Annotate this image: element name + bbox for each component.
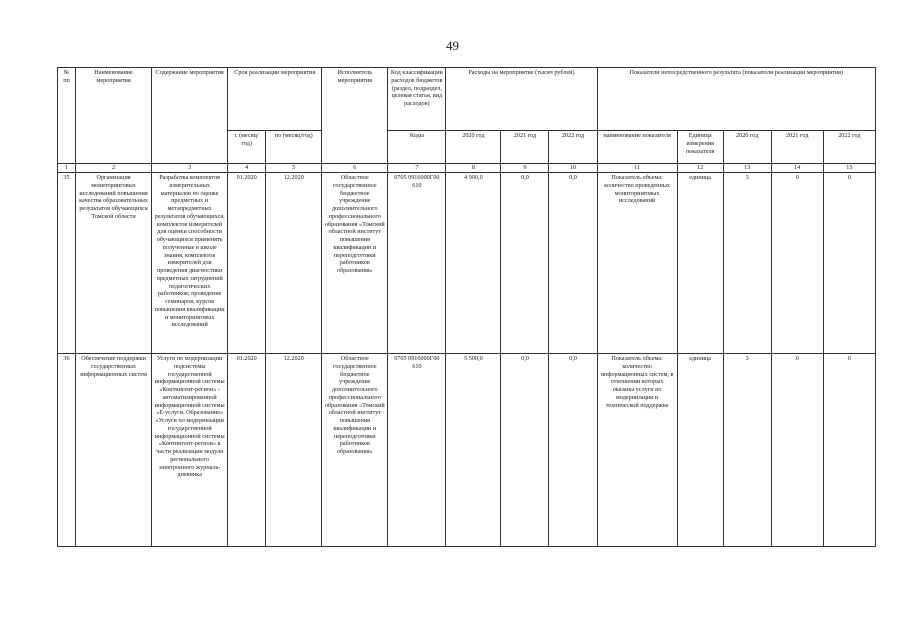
- col-number: 4: [228, 164, 266, 173]
- col-header-e2020: 2020 год: [446, 131, 501, 164]
- col-number: 8: [446, 164, 501, 173]
- col-number: 1: [58, 164, 76, 173]
- indicator-name: Показатель объема: количество информационных систем, в отношении которых оказаны услуги по модернизации и технической поддержке: [597, 354, 677, 547]
- activity-name: Обеспечение поддержки государственных информационных систем: [76, 354, 152, 547]
- header-row-1: [58, 68, 876, 131]
- activity-content: Разработка комплектов измерительных материалов по оценке предметных и метапредметных результатов обучающихся, комплектов измерителей для оценки способности обучающихся применять полученные в школе знания, комплектов измерителей для проведения диагностики предметных затруднений педагогических работников; проведение семинаров, курсов повышения квалификации и мониторинговых исследований: [152, 173, 228, 354]
- col-number: 5: [266, 164, 322, 173]
- period-to: 12.2020: [266, 173, 322, 354]
- col-number: 9: [501, 164, 549, 173]
- col-header-executor: Исполнитель мероприятия: [322, 68, 388, 164]
- expense-2020: 5 500,0: [446, 354, 501, 547]
- col-header-expenses: Расходы на мероприятие (тысяч рублей): [446, 68, 597, 131]
- period-from: 01.2020: [228, 173, 266, 354]
- row-num: 36: [58, 354, 76, 547]
- indicator-unit: единица: [677, 354, 723, 547]
- col-header-e2021: 2021 год: [501, 131, 549, 164]
- indicator-2022: 0: [823, 354, 875, 547]
- expense-2020: 4 900,0: [446, 173, 501, 354]
- col-number: 3: [152, 164, 228, 173]
- col-header-ind-name: наименование показателя: [597, 131, 677, 164]
- activity-content: Услуги по модернизации подсистемы государственной информационной системы «Контингент-регион» - автоматизированной информационной системы «Е-услуги. Образование» «Услуги по модернизации государственной информационной системы «Контингент-регион» в части реализации модуля регионального электронного журнала-дневника: [152, 354, 228, 547]
- row-num: 35: [58, 173, 76, 354]
- col-header-from: с (месяц/ год): [228, 131, 266, 164]
- col-header-i2021: 2021 год: [771, 131, 823, 164]
- indicator-unit: единица: [677, 173, 723, 354]
- activities-table: [57, 67, 876, 547]
- expense-2021: 0,0: [501, 173, 549, 354]
- period-from: 01.2020: [228, 354, 266, 547]
- col-header-to: по (месяц/год): [266, 131, 322, 164]
- col-number: 11: [597, 164, 677, 173]
- indicator-2020: 3: [723, 354, 771, 547]
- col-number: 13: [723, 164, 771, 173]
- col-header-i2022: 2022 год: [823, 131, 875, 164]
- col-header-period: Срок реализации мероприятия: [228, 68, 322, 131]
- activity-name: Организация мониторинговых исследований повышения качества образовательных результатов обучающихся Томской области: [76, 173, 152, 354]
- budget-code: 0705 0916000Г00 610: [388, 354, 446, 547]
- column-number-row: [58, 164, 876, 173]
- indicator-2021: 0: [771, 354, 823, 547]
- executor: Областное государственное бюджетное учреждение дополнительного профессионального образования «Томский областной институт повышения квалификации и переподготовки работников образования»: [322, 173, 388, 354]
- col-header-codes: Код классификации расходов бюджетов (раздел, подраздел, целевая статья, вид расходов): [388, 68, 446, 131]
- indicator-name: Показатель объема: количество проведенных мониторинговых исследований: [597, 173, 677, 354]
- table-row: [58, 173, 876, 354]
- expense-2022: 0,0: [549, 354, 597, 547]
- indicator-2021: 0: [771, 173, 823, 354]
- expense-2022: 0,0: [549, 173, 597, 354]
- executor: Областное государственное бюджетное учреждение дополнительного профессионального образования «Томский областной институт повышения квалификации и переподготовки работников образования»: [322, 354, 388, 547]
- col-header-e2022: 2022 год: [549, 131, 597, 164]
- col-header-name: Наименование мероприятия: [76, 68, 152, 164]
- col-number: 15: [823, 164, 875, 173]
- col-number: 6: [322, 164, 388, 173]
- col-number: 10: [549, 164, 597, 173]
- indicator-2020: 3: [723, 173, 771, 354]
- col-number: 7: [388, 164, 446, 173]
- period-to: 12.2020: [266, 354, 322, 547]
- col-header-codes-sub: Коды: [388, 131, 446, 164]
- page-number: 49: [446, 38, 459, 53]
- indicator-2022: 0: [823, 173, 875, 354]
- col-number: 14: [771, 164, 823, 173]
- col-header-content: Содержание мероприятия: [152, 68, 228, 164]
- col-header-num: № пп: [58, 68, 76, 164]
- col-header-i2020: 2020 год: [723, 131, 771, 164]
- table-row: [58, 354, 876, 547]
- col-number: 12: [677, 164, 723, 173]
- expense-2021: 0,0: [501, 354, 549, 547]
- col-header-indicators: Показатели непосредственного результата (показатели реализации мероприятия): [597, 68, 875, 131]
- budget-code: 0705 0916000Г00 610: [388, 173, 446, 354]
- col-number: 2: [76, 164, 152, 173]
- col-header-ind-unit: Единица измерения показателя: [677, 131, 723, 164]
